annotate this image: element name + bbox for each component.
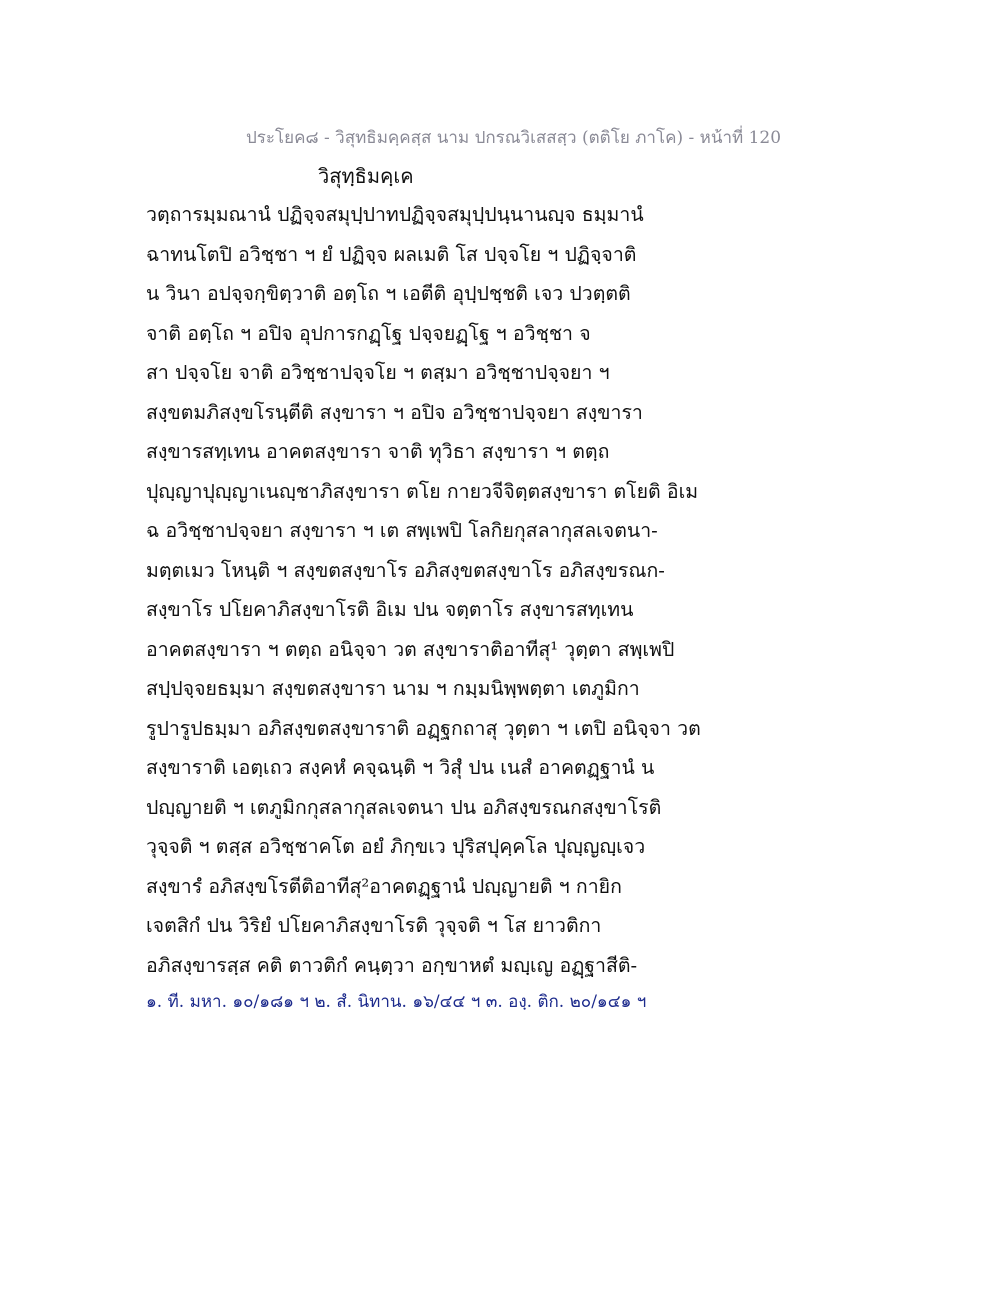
section-title: วิสุทฺธิมคฺเค: [318, 164, 414, 188]
text-line: ฉ อวิชฺชาปจฺจยา สงฺขารา ฯ เต สพฺเพปิ โลกิยกุสลากุสลเจตนา-: [146, 519, 658, 542]
text-line: สงฺขาโร ปโยคาภิสงฺขาโรติ อิเม ปน จตฺตาโร สงฺขารสทฺเทน: [146, 598, 634, 621]
text-line: มตฺตเมว โหนฺติ ฯ สงฺขตสงฺขาโร อภิสงฺขตสงฺขาโร อภิสงฺขรณก-: [146, 558, 665, 582]
text-line: สา ปจฺจโย จาติ อวิชฺชาปจฺจโย ฯ ตสฺมา อวิชฺชาปจฺจยา ฯ: [146, 361, 610, 384]
text-line: เจตสิกํ ปน วิริยํ ปโยคาภิสงฺขาโรติ วุจฺจติ ฯ โส ยาวติกา: [146, 914, 602, 937]
text-line: สปฺปจฺจยธมฺมา สงฺขตสงฺขารา นาม ฯ กมฺมนิพฺพตฺตา เตภูมิกา: [146, 677, 640, 700]
text-line: น วินา อปจฺจกฺขิตฺวาติ อตฺโถ ฯ เอตีติ อุปฺปชฺชติ เจว ปวตฺตติ: [146, 282, 631, 305]
text-line: วุจฺจติ ฯ ตสฺส อวิชฺชาคโต อยํ ภิกฺขเว ปุริสปุคฺคโล ปุญฺญญฺเจว: [146, 835, 646, 858]
text-line: สงฺขาราติ เอตฺเถว สงฺคหํ คจฺฉนฺติ ฯ วิสุํ ปน เนสํ อาคตฏฺฐานํ น: [146, 756, 655, 779]
running-header: ประโยค๘ - วิสุทธิมคฺคสฺส นาม ปกรณวิเสสสฺว (ตติโย ภาโค) - หน้าที่ 120: [246, 128, 782, 148]
text-line: อภิสงฺขารสฺส คติ ตาวติกํ คนฺตฺวา อกฺขาหตํ มญฺเญ อฏฺฐาสีติ-: [146, 953, 638, 977]
text-line: ปุญฺญาปุญฺญาเนญฺชาภิสงฺขารา ตโย กายวจีจิตฺตสงฺขารา ตโยติ อิเม: [146, 479, 699, 503]
text-line: สงฺขตมภิสงฺขโรนฺตีติ สงฺขารา ฯ อปิจ อวิชฺชาปจฺจยา สงฺขารา: [146, 400, 643, 424]
text-line: อาคตสงฺขารา ฯ ตตฺถ อนิจฺจา วต สงฺขาราติอาทีสุ¹ วุตฺตา สพฺเพปิ: [146, 637, 675, 661]
text-line: จาติ อตฺโถ ฯ อปิจ อุปการกฏฺโฐ ปจฺจยฏฺโฐ ฯ อวิชฺชา จ: [146, 321, 591, 345]
text-line: สงฺขารสทฺเทน อาคตสงฺขารา จาติ ทุวิธา สงฺขารา ฯ ตตฺถ: [146, 440, 610, 463]
text-line: สงฺขารํ อภิสงฺขโรตีติอาทีสุ²อาคตฏฺฐานํ ปญฺญายติ ฯ กายิก: [146, 874, 622, 898]
footnote: ๑. ที. มหา. ๑๐/๑๘๑ ฯ ๒. สํ. นิทาน. ๑๖/๔๔ ฯ ๓. องฺ. ติก. ๒๐/๑๔๑ ฯ: [146, 992, 647, 1012]
text-line: วตฺถารมฺมณานํ ปฏิจฺจสมุปฺปาทปฏิจฺจสมุปฺปนฺนานญฺจ ธมฺมานํ: [146, 203, 644, 226]
body-text: [146, 200, 726, 990]
text-line: ฉาทนโตปิ อวิชฺชา ฯ ยํ ปฏิจฺจ ผลเมติ โส ปจฺจโย ฯ ปฏิจฺจาติ: [146, 242, 637, 266]
text-line: ปญฺญายติ ฯ เตภูมิกกุสลากุสลเจตนา ปน อภิสงฺขรณกสงฺขาโรติ: [146, 795, 662, 819]
text-line: รูปารูปธมฺมา อภิสงฺขตสงฺขาราติ อฏฺฐกถาสุ วุตฺตา ฯ เตปิ อนิจฺจา วต: [146, 716, 701, 740]
